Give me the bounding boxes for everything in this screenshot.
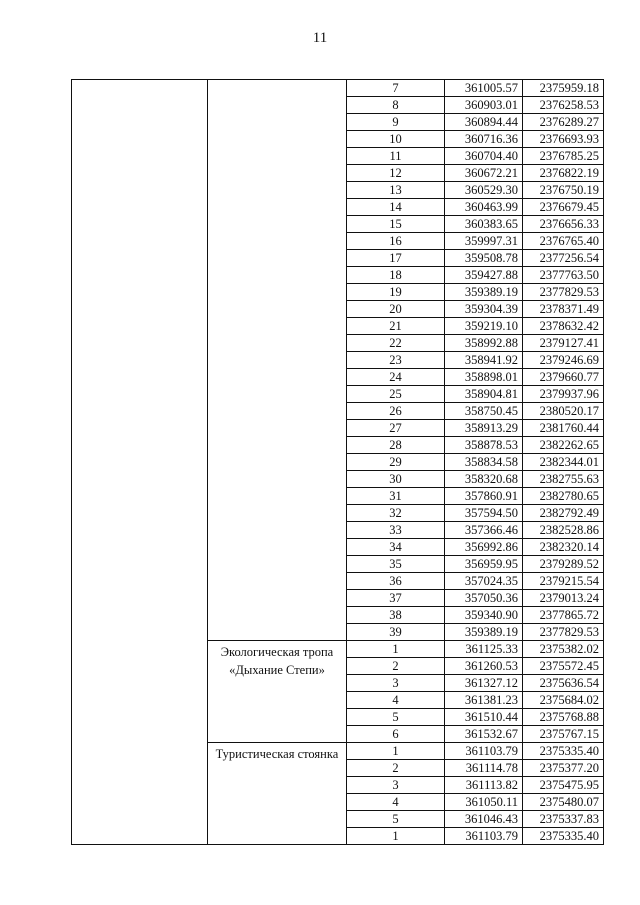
x-coordinate-cell: 360672.21 (445, 165, 523, 182)
point-number-cell: 4 (347, 692, 445, 709)
y-coordinate-cell: 2382528.86 (523, 522, 604, 539)
point-number-cell: 5 (347, 709, 445, 726)
y-coordinate-cell: 2379246.69 (523, 352, 604, 369)
x-coordinate-cell: 361260.53 (445, 658, 523, 675)
y-coordinate-cell: 2382262.65 (523, 437, 604, 454)
point-number-cell: 9 (347, 114, 445, 131)
y-coordinate-cell: 2378371.49 (523, 301, 604, 318)
x-coordinate-cell: 357366.46 (445, 522, 523, 539)
point-number-cell: 26 (347, 403, 445, 420)
point-number-cell: 25 (347, 386, 445, 403)
point-number-cell: 23 (347, 352, 445, 369)
y-coordinate-cell: 2380520.17 (523, 403, 604, 420)
y-coordinate-cell: 2382780.65 (523, 488, 604, 505)
x-coordinate-cell: 361103.79 (445, 828, 523, 845)
y-coordinate-cell: 2382344.01 (523, 454, 604, 471)
y-coordinate-cell: 2382755.63 (523, 471, 604, 488)
point-number-cell: 6 (347, 726, 445, 743)
point-number-cell: 27 (347, 420, 445, 437)
y-coordinate-cell: 2375959.18 (523, 80, 604, 97)
point-number-cell: 24 (347, 369, 445, 386)
y-coordinate-cell: 2377829.53 (523, 284, 604, 301)
y-coordinate-cell: 2375335.40 (523, 743, 604, 760)
x-coordinate-cell: 360463.99 (445, 199, 523, 216)
point-number-cell: 31 (347, 488, 445, 505)
x-coordinate-cell: 361532.67 (445, 726, 523, 743)
object-name-cell (208, 80, 347, 641)
object-name-cell: Туристическая стоянка (208, 743, 347, 845)
y-coordinate-cell: 2376289.27 (523, 114, 604, 131)
point-number-cell: 4 (347, 794, 445, 811)
point-number-cell: 33 (347, 522, 445, 539)
point-number-cell: 32 (347, 505, 445, 522)
x-coordinate-cell: 360704.40 (445, 148, 523, 165)
y-coordinate-cell: 2376693.93 (523, 131, 604, 148)
x-coordinate-cell: 357860.91 (445, 488, 523, 505)
y-coordinate-cell: 2376656.33 (523, 216, 604, 233)
y-coordinate-cell: 2375767.15 (523, 726, 604, 743)
y-coordinate-cell: 2382320.14 (523, 539, 604, 556)
x-coordinate-cell: 360894.44 (445, 114, 523, 131)
point-number-cell: 2 (347, 658, 445, 675)
y-coordinate-cell: 2375377.20 (523, 760, 604, 777)
y-coordinate-cell: 2376822.19 (523, 165, 604, 182)
y-coordinate-cell: 2375684.02 (523, 692, 604, 709)
x-coordinate-cell: 361114.78 (445, 760, 523, 777)
x-coordinate-cell: 358320.68 (445, 471, 523, 488)
point-number-cell: 14 (347, 199, 445, 216)
y-coordinate-cell: 2375636.54 (523, 675, 604, 692)
y-coordinate-cell: 2379660.77 (523, 369, 604, 386)
y-coordinate-cell: 2375475.95 (523, 777, 604, 794)
y-coordinate-cell: 2377829.53 (523, 624, 604, 641)
x-coordinate-cell: 359427.88 (445, 267, 523, 284)
point-number-cell: 8 (347, 97, 445, 114)
y-coordinate-cell: 2376750.19 (523, 182, 604, 199)
coordinates-table-body (72, 80, 604, 845)
y-coordinate-cell: 2376765.40 (523, 233, 604, 250)
x-coordinate-cell: 361113.82 (445, 777, 523, 794)
y-coordinate-cell: 2375572.45 (523, 658, 604, 675)
point-number-cell: 39 (347, 624, 445, 641)
x-coordinate-cell: 361050.11 (445, 794, 523, 811)
x-coordinate-cell: 358992.88 (445, 335, 523, 352)
point-number-cell: 36 (347, 573, 445, 590)
point-number-cell: 3 (347, 675, 445, 692)
x-coordinate-cell: 357594.50 (445, 505, 523, 522)
y-coordinate-cell: 2379937.96 (523, 386, 604, 403)
y-coordinate-cell: 2375337.83 (523, 811, 604, 828)
point-number-cell: 38 (347, 607, 445, 624)
x-coordinate-cell: 361046.43 (445, 811, 523, 828)
x-coordinate-cell: 358904.81 (445, 386, 523, 403)
x-coordinate-cell: 358898.01 (445, 369, 523, 386)
y-coordinate-cell: 2376679.45 (523, 199, 604, 216)
x-coordinate-cell: 358750.45 (445, 403, 523, 420)
y-coordinate-cell: 2379013.24 (523, 590, 604, 607)
point-number-cell: 37 (347, 590, 445, 607)
point-number-cell: 12 (347, 165, 445, 182)
x-coordinate-cell: 359508.78 (445, 250, 523, 267)
y-coordinate-cell: 2379215.54 (523, 573, 604, 590)
y-coordinate-cell: 2379289.52 (523, 556, 604, 573)
point-number-cell: 2 (347, 760, 445, 777)
y-coordinate-cell: 2375480.07 (523, 794, 604, 811)
y-coordinate-cell: 2375768.88 (523, 709, 604, 726)
x-coordinate-cell: 359219.10 (445, 318, 523, 335)
x-coordinate-cell: 359340.90 (445, 607, 523, 624)
point-number-cell: 22 (347, 335, 445, 352)
table-row (72, 80, 604, 97)
point-number-cell: 1 (347, 641, 445, 658)
x-coordinate-cell: 360716.36 (445, 131, 523, 148)
x-coordinate-cell: 360529.30 (445, 182, 523, 199)
x-coordinate-cell: 360383.65 (445, 216, 523, 233)
point-number-cell: 18 (347, 267, 445, 284)
point-number-cell: 10 (347, 131, 445, 148)
point-number-cell: 30 (347, 471, 445, 488)
y-coordinate-cell: 2377763.50 (523, 267, 604, 284)
y-coordinate-cell: 2377256.54 (523, 250, 604, 267)
y-coordinate-cell: 2376785.25 (523, 148, 604, 165)
point-number-cell: 3 (347, 777, 445, 794)
point-number-cell: 13 (347, 182, 445, 199)
point-number-cell: 35 (347, 556, 445, 573)
point-number-cell: 20 (347, 301, 445, 318)
point-number-cell: 16 (347, 233, 445, 250)
y-coordinate-cell: 2375382.02 (523, 641, 604, 658)
x-coordinate-cell: 359389.19 (445, 284, 523, 301)
x-coordinate-cell: 358878.53 (445, 437, 523, 454)
y-coordinate-cell: 2378632.42 (523, 318, 604, 335)
y-coordinate-cell: 2382792.49 (523, 505, 604, 522)
zone-cell (72, 80, 208, 845)
x-coordinate-cell: 360903.01 (445, 97, 523, 114)
x-coordinate-cell: 359389.19 (445, 624, 523, 641)
x-coordinate-cell: 359997.31 (445, 233, 523, 250)
point-number-cell: 29 (347, 454, 445, 471)
point-number-cell: 28 (347, 437, 445, 454)
x-coordinate-cell: 361005.57 (445, 80, 523, 97)
point-number-cell: 11 (347, 148, 445, 165)
page-number: 11 (312, 30, 328, 46)
y-coordinate-cell: 2376258.53 (523, 97, 604, 114)
point-number-cell: 15 (347, 216, 445, 233)
x-coordinate-cell: 358834.58 (445, 454, 523, 471)
x-coordinate-cell: 361327.12 (445, 675, 523, 692)
x-coordinate-cell: 358913.29 (445, 420, 523, 437)
point-number-cell: 17 (347, 250, 445, 267)
point-number-cell: 5 (347, 811, 445, 828)
point-number-cell: 1 (347, 828, 445, 845)
x-coordinate-cell: 356959.95 (445, 556, 523, 573)
x-coordinate-cell: 356992.86 (445, 539, 523, 556)
y-coordinate-cell: 2377865.72 (523, 607, 604, 624)
x-coordinate-cell: 361103.79 (445, 743, 523, 760)
y-coordinate-cell: 2375335.40 (523, 828, 604, 845)
x-coordinate-cell: 357050.36 (445, 590, 523, 607)
point-number-cell: 19 (347, 284, 445, 301)
point-number-cell: 7 (347, 80, 445, 97)
y-coordinate-cell: 2381760.44 (523, 420, 604, 437)
x-coordinate-cell: 361125.33 (445, 641, 523, 658)
x-coordinate-cell: 359304.39 (445, 301, 523, 318)
x-coordinate-cell: 357024.35 (445, 573, 523, 590)
point-number-cell: 1 (347, 743, 445, 760)
y-coordinate-cell: 2379127.41 (523, 335, 604, 352)
point-number-cell: 34 (347, 539, 445, 556)
point-number-cell: 21 (347, 318, 445, 335)
object-name-cell: Экологическая тропа «Дыхание Степи» (208, 641, 347, 743)
coordinates-table (71, 79, 604, 845)
x-coordinate-cell: 358941.92 (445, 352, 523, 369)
x-coordinate-cell: 361381.23 (445, 692, 523, 709)
x-coordinate-cell: 361510.44 (445, 709, 523, 726)
